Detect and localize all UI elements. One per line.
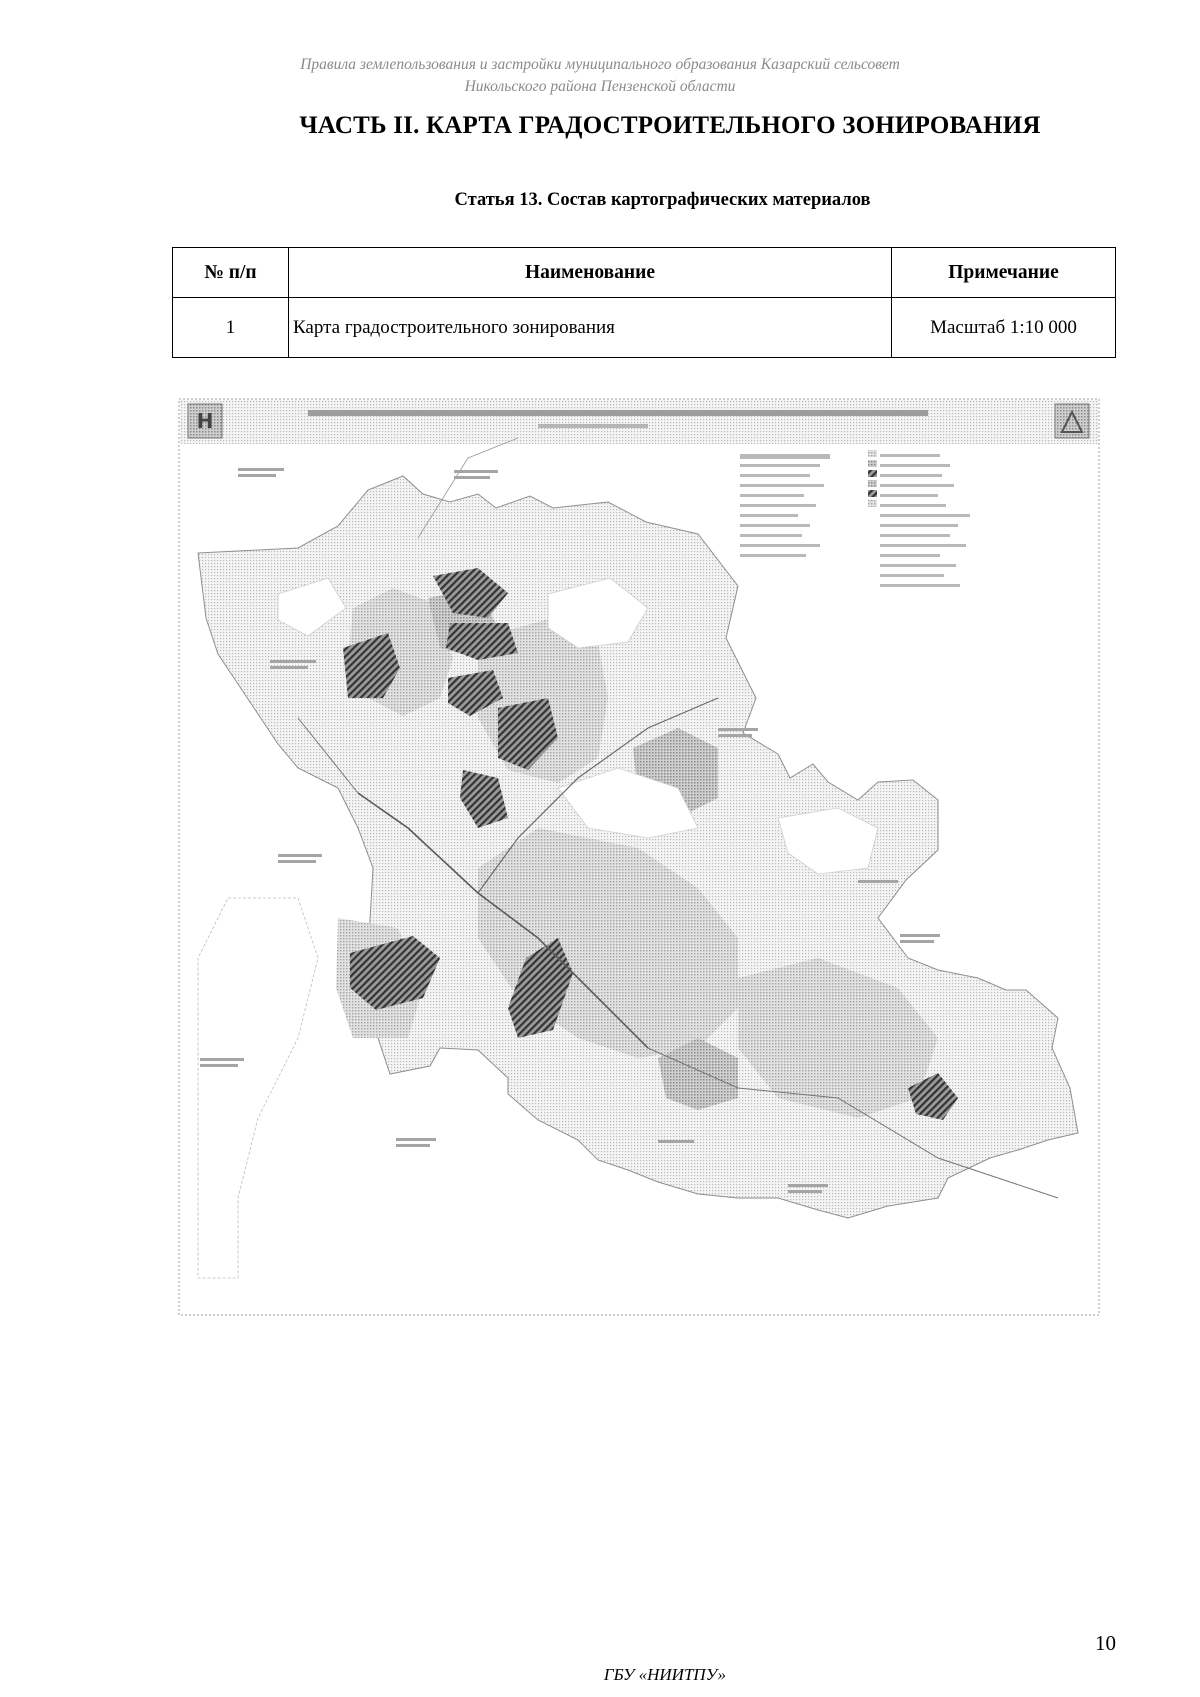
cell-name: Карта градостроительного зонирования <box>289 298 892 358</box>
table-row <box>173 298 1116 358</box>
page-number: 10 <box>1095 1631 1116 1655</box>
running-header-line-2: Никольского района Пензенской области <box>464 78 736 95</box>
page-footer: ГБУ «НИИТПУ» <box>603 1665 727 1684</box>
column-header-note: Примечание <box>892 248 1116 298</box>
column-header-number: № п/п <box>173 248 289 298</box>
running-header <box>0 54 1200 98</box>
cell-note: Масштаб 1:10 000 <box>892 298 1116 358</box>
column-header-name: Наименование <box>289 248 892 298</box>
materials-table <box>172 247 1116 358</box>
cell-number: 1 <box>173 298 289 358</box>
table-header-row <box>173 248 1116 298</box>
zoning-map-figure <box>178 398 1100 1316</box>
part-title: ЧАСТЬ II. КАРТА ГРАДОСТРОИТЕЛЬНОГО ЗОНИРОВАНИЯ <box>299 112 1041 139</box>
article-title: Статья 13. Состав картографических материалов <box>454 190 871 210</box>
running-header-line-1: Правила землепользования и застройки муниципального образования Казарский сельсовет <box>300 56 900 73</box>
svg-text:Н: Н <box>196 409 214 433</box>
zoning-map-image <box>178 398 1100 1316</box>
